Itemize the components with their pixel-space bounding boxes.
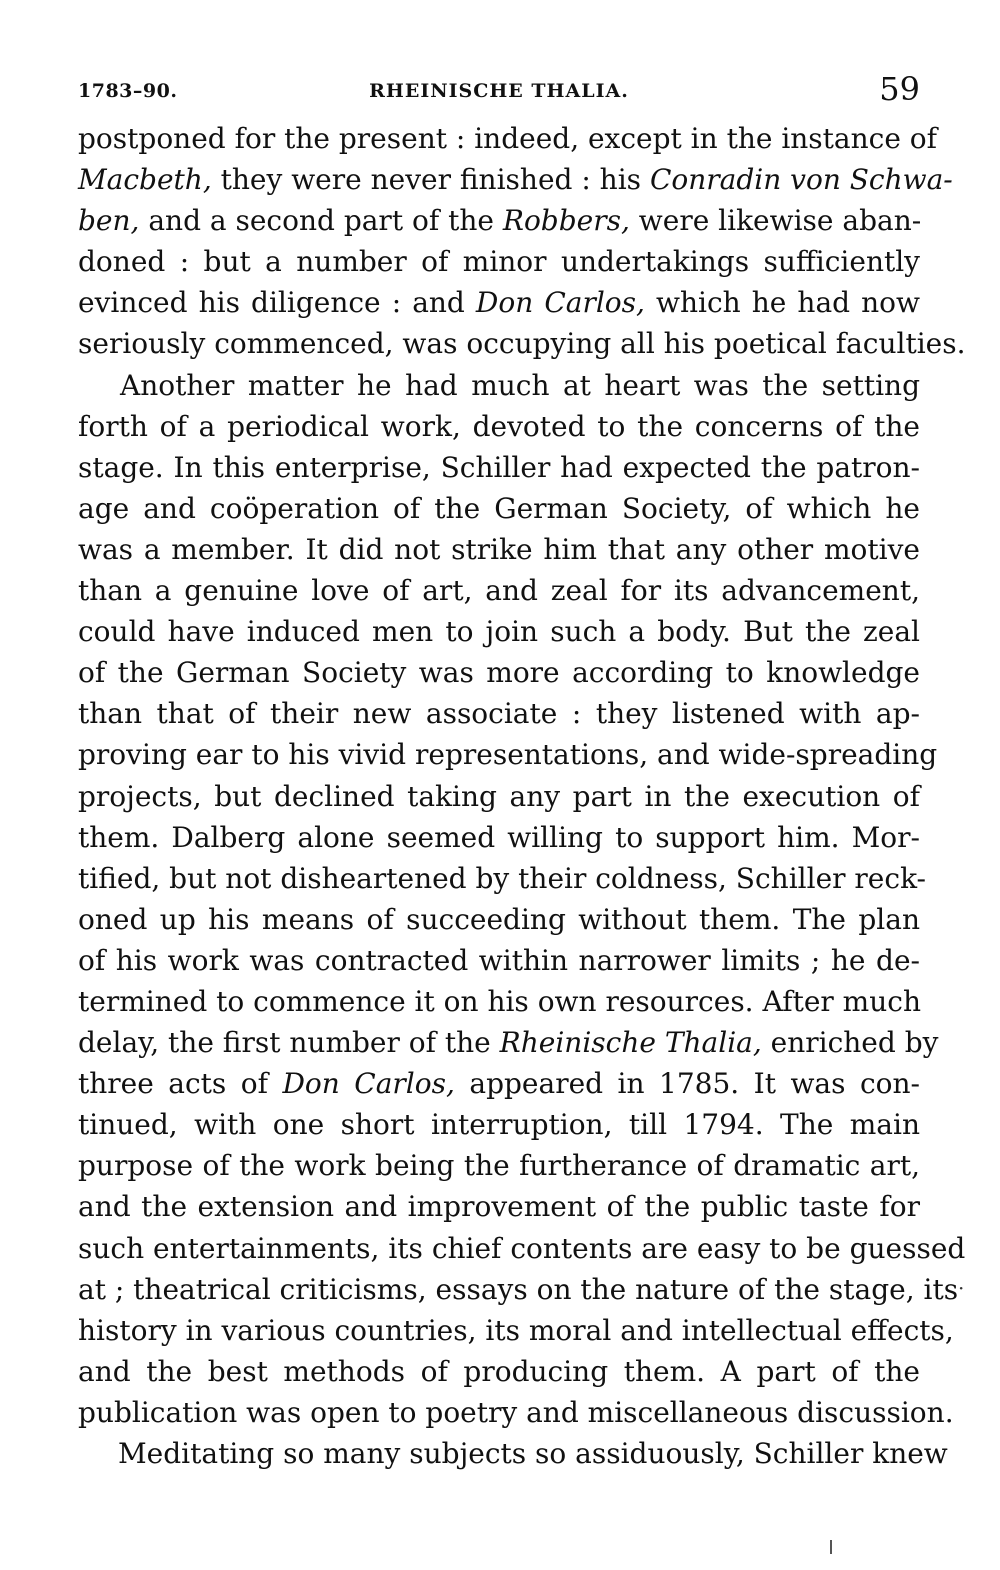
italic-title: Rheinische Thalia, bbox=[499, 1026, 762, 1060]
text-line bbox=[78, 776, 920, 817]
text-segment: enriched by bbox=[761, 1026, 939, 1060]
text-line bbox=[78, 1186, 920, 1227]
text-line bbox=[78, 159, 953, 200]
text-segment: such entertainments, its chief contents are easy to be guessed bbox=[78, 1231, 966, 1265]
header-date-range: 1783–90. bbox=[78, 80, 178, 102]
text-line bbox=[78, 488, 920, 529]
text-line bbox=[78, 1392, 954, 1433]
text-line bbox=[78, 200, 920, 241]
text-line bbox=[78, 365, 920, 406]
text-line bbox=[78, 1022, 939, 1063]
text-segment: and a second part of the bbox=[139, 204, 503, 238]
text-segment: could have induced men to join such a body. But the zeal bbox=[78, 615, 920, 649]
italic-title: ben, bbox=[78, 204, 140, 238]
text-line bbox=[78, 858, 926, 899]
text-line bbox=[78, 1104, 920, 1145]
text-segment: Meditating so many subjects so assiduously, Schiller knew bbox=[118, 1437, 948, 1470]
text-line bbox=[78, 282, 920, 323]
text-segment: projects, but declined taking any part in the execution of bbox=[78, 779, 920, 813]
italic-title: Macbeth, bbox=[78, 163, 212, 197]
text-line bbox=[78, 652, 920, 693]
text-segment: age and coöperation of the German Society, of which he bbox=[78, 491, 920, 525]
text-line bbox=[78, 1310, 954, 1351]
text-segment: proving ear to his vivid representations, and wide-spreading bbox=[78, 738, 938, 772]
text-line bbox=[78, 693, 920, 734]
text-line bbox=[78, 1351, 920, 1392]
italic-title: Don Carlos, bbox=[475, 286, 645, 320]
running-header bbox=[78, 70, 920, 112]
body-text bbox=[78, 118, 966, 1474]
text-segment: were likewise aban- bbox=[629, 204, 922, 238]
header-title: RHEINISCHE THALIA. bbox=[369, 80, 629, 102]
text-segment: postponed for the present : indeed, except in the instance of bbox=[78, 122, 938, 155]
italic-title: Robbers, bbox=[502, 204, 630, 238]
text-segment: oned up his means of succeeding without them. The plan bbox=[78, 902, 920, 936]
text-line bbox=[78, 981, 920, 1022]
text-line bbox=[78, 899, 920, 940]
text-line bbox=[78, 323, 966, 364]
text-segment: and the best methods of producing them. A part of the bbox=[78, 1354, 920, 1388]
text-segment: tinued, with one short interruption, till 1794. The main bbox=[78, 1108, 920, 1142]
text-line bbox=[78, 529, 920, 570]
text-segment: at ; theatrical criticisms, essays on the nature of the stage, its bbox=[78, 1272, 959, 1306]
text-segment: seriously commenced, was occupying all his poetical faculties. bbox=[78, 327, 966, 361]
text-line bbox=[78, 118, 938, 159]
text-line bbox=[78, 406, 920, 447]
text-line bbox=[78, 570, 920, 611]
text-segment: was a member. It did not strike him that any other motive bbox=[78, 532, 920, 566]
text-segment: delay, the first number of the bbox=[78, 1026, 500, 1060]
text-line bbox=[78, 447, 920, 488]
text-segment: termined to commence it on his own resources. After much bbox=[78, 984, 921, 1018]
text-segment: purpose of the work being the furtherance of dramatic art, bbox=[78, 1149, 920, 1183]
text-line bbox=[78, 940, 920, 981]
text-segment: them. Dalberg alone seemed willing to support him. Mor- bbox=[78, 820, 920, 854]
text-segment: of his work was contracted within narrower limits ; he de- bbox=[78, 943, 920, 977]
text-segment: appeared in 1785. It was con- bbox=[454, 1067, 921, 1101]
page-number: 59 bbox=[879, 70, 920, 108]
text-segment: and the extension and improvement of the public taste for bbox=[78, 1190, 920, 1224]
text-segment: Another matter he had much at heart was the setting bbox=[120, 368, 920, 402]
text-line bbox=[78, 1228, 966, 1269]
text-segment: publication was open to poetry and miscellaneous discussion. bbox=[78, 1395, 954, 1429]
text-line bbox=[78, 1145, 920, 1186]
text-line bbox=[78, 1433, 948, 1474]
text-segment: evinced his diligence : and bbox=[78, 286, 476, 320]
text-line bbox=[78, 241, 920, 282]
print-artifact bbox=[830, 1540, 832, 1554]
text-segment: than that of their new associate : they listened with ap- bbox=[78, 697, 920, 731]
text-segment: tified, but not disheartened by their coldness, Schiller reck- bbox=[78, 861, 926, 895]
text-segment: doned : but a number of minor undertakings sufficiently bbox=[78, 245, 920, 279]
text-segment: than a genuine love of art, and zeal for its advancement, bbox=[78, 574, 920, 608]
stray-mark: · bbox=[958, 1276, 965, 1300]
text-line bbox=[78, 817, 920, 858]
text-line bbox=[78, 611, 920, 652]
text-segment: forth of a periodical work, devoted to the concerns of the bbox=[78, 409, 920, 443]
text-segment: they were never finished : his bbox=[211, 163, 650, 197]
text-segment: which he had now bbox=[644, 286, 920, 320]
text-segment: of the German Society was more according to knowledge bbox=[78, 656, 920, 690]
text-line bbox=[78, 1269, 959, 1310]
italic-title: Don Carlos, bbox=[282, 1067, 455, 1101]
text-segment: three acts of bbox=[78, 1067, 283, 1101]
text-line bbox=[78, 1063, 920, 1104]
text-segment: history in various countries, its moral and intellectual effects, bbox=[78, 1313, 954, 1347]
italic-title: Conradin von Schwa- bbox=[649, 163, 953, 197]
text-line bbox=[78, 734, 938, 775]
text-segment: stage. In this enterprise, Schiller had expected the patron- bbox=[78, 450, 920, 484]
